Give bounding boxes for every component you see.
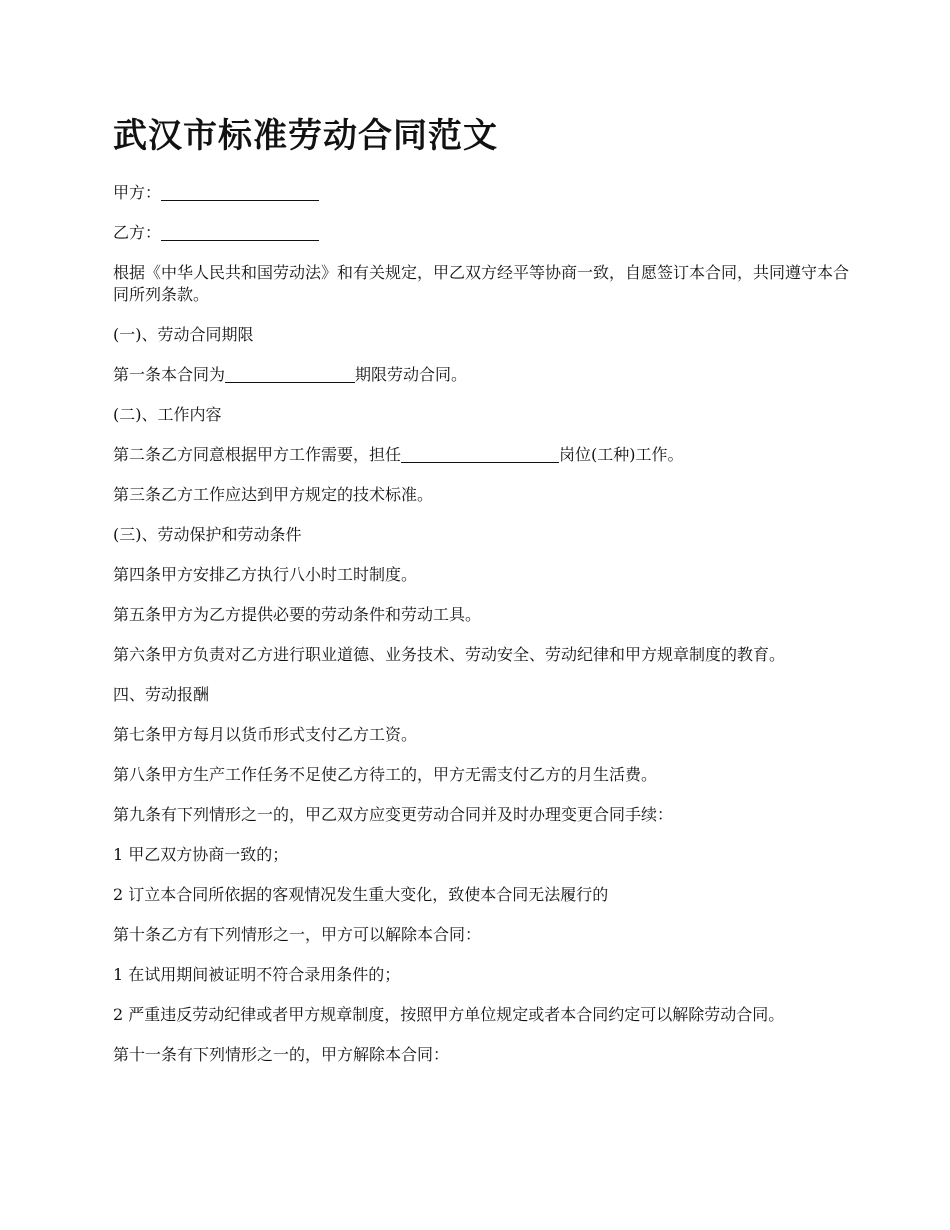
article-10-item-1: 1 在试用期间被证明不符合录用条件的； <box>113 965 401 984</box>
article-8: 第八条甲方生产工作任务不足使乙方待工的，甲方无需支付乙方的月生活费。 <box>113 765 658 784</box>
article-2 <box>113 444 853 466</box>
article-4: 第四条甲方安排乙方执行八小时工时制度。 <box>113 565 418 584</box>
document-page <box>113 112 853 1084</box>
document-title: 武汉市标准劳动合同范文 <box>113 116 498 156</box>
article-9: 第九条有下列情形之一的，甲乙双方应变更劳动合同并及时办理变更合同手续： <box>113 805 674 824</box>
article-5: 第五条甲方为乙方提供必要的劳动条件和劳动工具。 <box>113 605 482 624</box>
party-b-line <box>113 222 853 244</box>
article-2-text-pre: 第二条乙方同意根据甲方工作需要，担任 <box>113 445 402 464</box>
article-1-text-pre: 第一条本合同为 <box>113 365 226 384</box>
party-b-blank <box>161 224 319 241</box>
article-10: 第十条乙方有下列情形之一，甲方可以解除本合同： <box>113 925 482 944</box>
article-9-item-2: 2 订立本合同所依据的客观情况发生重大变化，致使本合同无法履行的 <box>113 885 609 904</box>
contract-term-blank <box>225 366 355 383</box>
section-heading-3: (三)、劳动保护和劳动条件 <box>113 525 302 544</box>
article-1-text-post: 期限劳动合同。 <box>355 365 468 384</box>
article-11: 第十一条有下列情形之一的，甲方解除本合同： <box>113 1045 450 1064</box>
party-b-label: 乙方： <box>113 223 162 242</box>
position-blank <box>401 446 559 463</box>
party-a-label: 甲方： <box>113 183 162 202</box>
section-heading-1: (一)、劳动合同期限 <box>113 325 254 344</box>
intro-paragraph: 根据《中华人民共和国劳动法》和有关规定，甲乙双方经平等协商一致，自愿签订本合同，共同遵守本合同所列条款。 <box>113 263 850 304</box>
article-10-item-2: 2 严重违反劳动纪律或者甲方规章制度，按照甲方单位规定或者本合同约定可以解除劳动合同。 <box>113 1005 785 1024</box>
article-9-item-1: 1 甲乙双方协商一致的； <box>113 845 289 864</box>
section-heading-4: 四、劳动报酬 <box>113 685 210 704</box>
section-heading-2: (二)、工作内容 <box>113 405 222 424</box>
article-2-text-post: 岗位(工种)工作。 <box>559 445 684 464</box>
article-7: 第七条甲方每月以货币形式支付乙方工资。 <box>113 725 418 744</box>
article-1 <box>113 364 853 386</box>
article-6: 第六条甲方负责对乙方进行职业道德、业务技术、劳动安全、劳动纪律和甲方规章制度的教育。 <box>113 645 786 664</box>
party-a-line <box>113 182 853 204</box>
party-a-blank <box>161 184 319 201</box>
article-3: 第三条乙方工作应达到甲方规定的技术标准。 <box>113 485 434 504</box>
